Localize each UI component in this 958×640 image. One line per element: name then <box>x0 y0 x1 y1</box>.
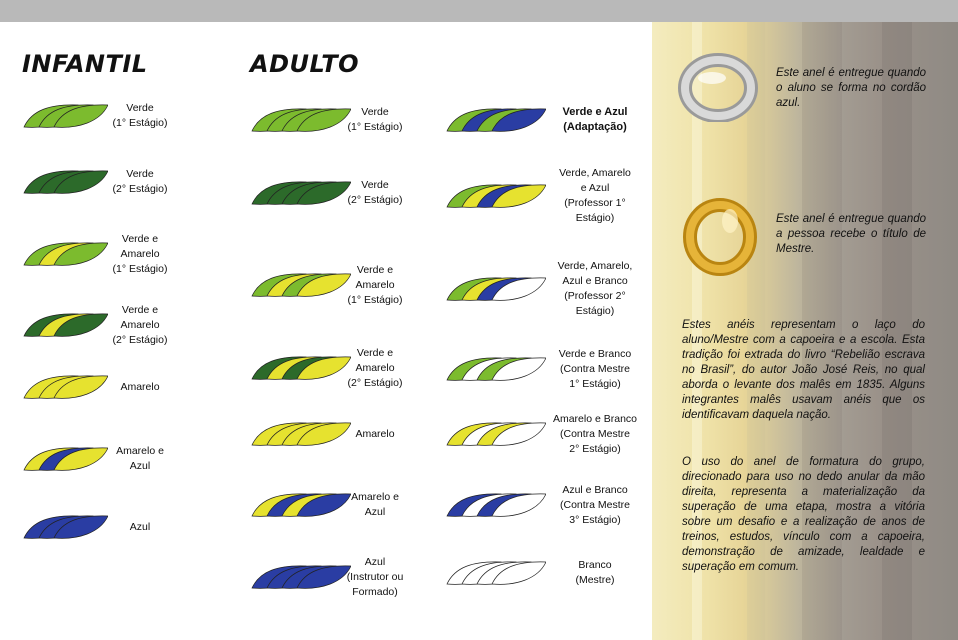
adulto-col1-label-6: Amarelo e Azul <box>351 491 399 518</box>
infantil-label-7: Azul <box>129 520 151 533</box>
adulto-col2-cord-1 <box>445 106 546 139</box>
adulto-col2-cord-7 <box>445 559 546 592</box>
adulto-col1-label-2: Verde (2° Estágio) <box>347 179 403 206</box>
adulto-col2-cord-6 <box>445 491 546 524</box>
infantil-label-6: Amarelo e Azul <box>116 445 164 472</box>
infantil-cord-6 <box>22 445 108 478</box>
adulto-col2-cord-2 <box>445 182 546 215</box>
adulto-col1-label-5: Amarelo <box>355 427 395 440</box>
adulto-col1-label-4: Verde e Amarelo (2° Estágio) <box>347 346 403 389</box>
adulto-col2-label-2: Verde, Amarelo e Azul (Professor 1° Estágio) <box>559 167 631 224</box>
gold-ring-text: Este anel é entregue quando a pessoa recebe o título de Mestre. <box>776 213 926 255</box>
adulto-col1-label-1: Verde (1° Estágio) <box>347 106 403 133</box>
infantil-label-1: Verde (1° Estágio) <box>112 102 168 129</box>
gold-ring-icon <box>680 197 760 277</box>
adulto-col2-label-1: Verde e Azul (Adaptação) <box>562 106 628 133</box>
adulto-col2-cord-4 <box>445 355 546 388</box>
infantil-label-5: Amarelo <box>120 380 160 393</box>
adulto-col2-label-7: Branco (Mestre) <box>575 559 615 586</box>
heading-infantil: INFANTIL <box>22 50 148 78</box>
adulto-col1-label-3: Verde e Amarelo (1° Estágio) <box>347 263 403 306</box>
top-bar <box>0 0 958 22</box>
silver-ring-icon <box>678 52 758 122</box>
adulto-col2-label-6: Azul e Branco (Contra Mestre 3° Estágio) <box>559 483 631 526</box>
infantil-cord-4 <box>22 311 108 344</box>
rings-paragraph-2: O uso do anel de formatura do grupo, direcionado para uso no dedo anular da mão direita, representa a materialização da superação de uma etapa, mostra a vitória sobre um desafio e a realização de anos de treinos, estudos, vínculo com a capoeira, demonstração de amizade, lealdade e superação em comum. <box>682 456 925 573</box>
adulto-col1-label-7: Azul (Instrutor ou Formado) <box>346 555 404 598</box>
heading-adulto: ADULTO <box>250 50 360 78</box>
infantil-label-4: Verde e Amarelo (2° Estágio) <box>112 303 168 346</box>
infantil-label-3: Verde e Amarelo (1° Estágio) <box>112 232 168 275</box>
adulto-col2-label-5: Amarelo e Branco (Contra Mestre 2° Estágio) <box>552 412 638 455</box>
ring-panel <box>652 22 958 640</box>
infantil-label-2: Verde (2° Estágio) <box>112 168 168 195</box>
adulto-col2-cord-5 <box>445 420 546 453</box>
adulto-col2-cord-3 <box>445 275 546 308</box>
infantil-cord-7 <box>22 513 108 546</box>
rings-paragraph-1: Estes anéis representam o laço do aluno/Mestre com a capoeira e a escola. Esta tradição foi extrada do livro “Rebelião escrava no Brasil”, do autor João José Reis, no qual aborda o levante dos malês em 1835. Alguns integrantes malês usavam anéis que os identificavam daquela nação. <box>682 319 925 421</box>
infantil-cord-1 <box>22 102 108 135</box>
adulto-col2-label-3: Verde, Amarelo, Azul e Branco (Professor 2° Estágio) <box>557 260 633 317</box>
silver-ring-text: Este anel é entregue quando o aluno se forma no cordão azul. <box>776 67 926 109</box>
infantil-cord-3 <box>22 240 108 273</box>
infantil-cord-5 <box>22 373 108 406</box>
adulto-col2-label-4: Verde e Branco (Contra Mestre 1° Estágio) <box>558 347 632 390</box>
infantil-cord-2 <box>22 168 108 201</box>
